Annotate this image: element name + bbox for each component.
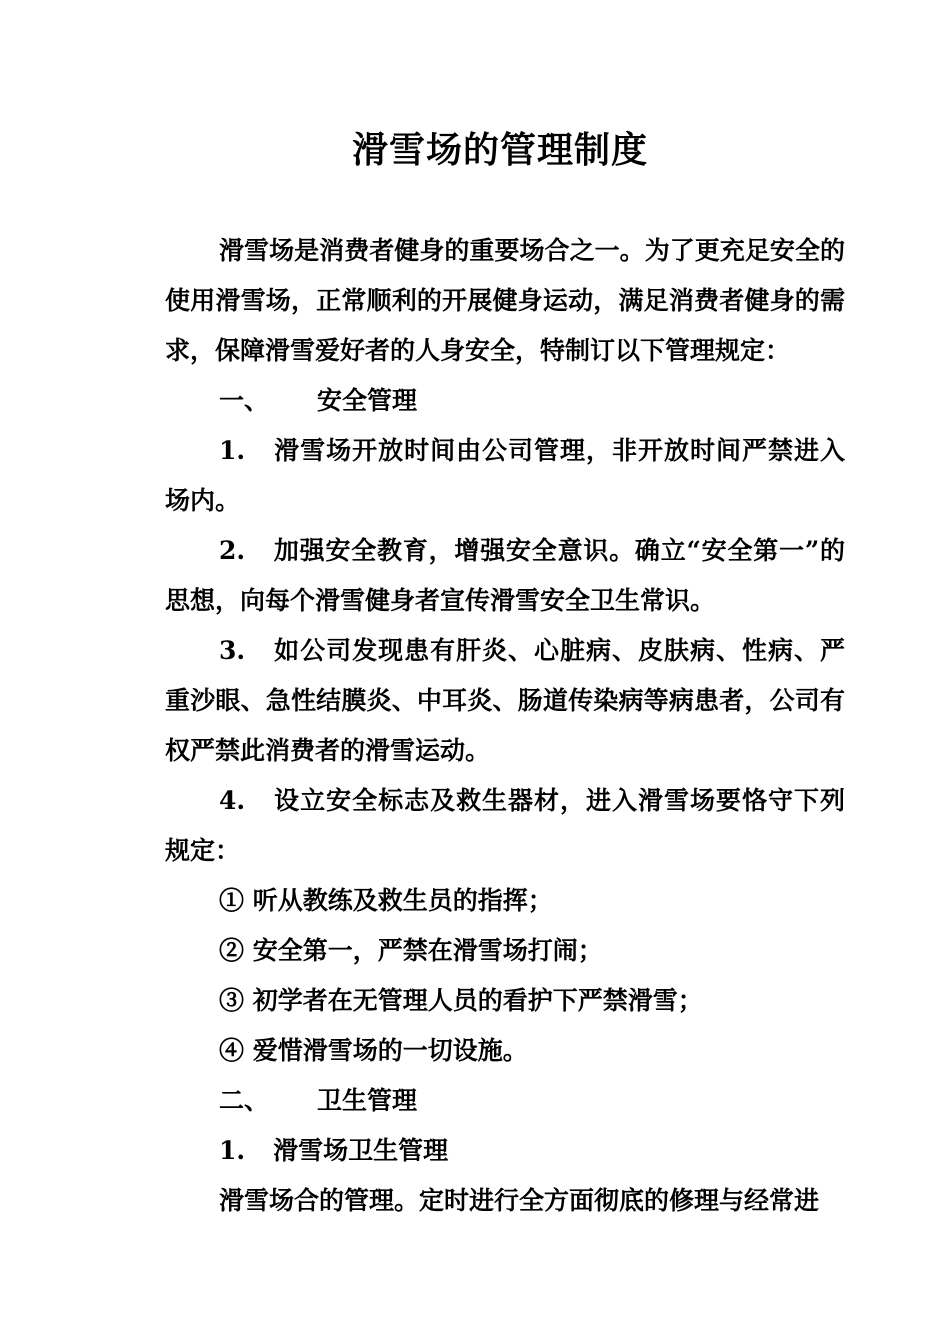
document-body [165,226,845,1226]
rule-item: ① 听从教练及救生员的指挥； [219,886,553,915]
rule-item: ③ 初学者在无管理人员的看护下严禁滑雪； [219,986,703,1015]
item-text: 滑雪场卫生管理 [273,1136,449,1165]
list-item [165,776,845,876]
list-item [165,426,845,526]
section-heading [165,376,845,426]
item-number: 4. [219,786,246,815]
list-item [165,1126,845,1176]
rule-item: ④ 爱惜滑雪场的一切设施。 [219,1036,528,1065]
list-item [165,626,845,776]
item-number: 1. [219,1136,246,1165]
rule-item: ② 安全第一，严禁在滑雪场打闹； [219,936,603,965]
item-number: 2. [219,536,246,565]
document-title: 滑雪场的管理制度 [351,129,648,171]
item-number: 1. [219,436,246,465]
item-text: 加强安全教育，增强安全意识。确立“安全第一”的思想，向每个滑雪健身者宣传滑雪安全卫生常识。 [165,536,845,615]
item-number: 3. [219,636,246,665]
trailing-paragraph: 滑雪场合的管理。定时进行全方面彻底的修理与经常进 [219,1186,820,1215]
section-number: 二、 [219,1086,270,1115]
item-text: 滑雪场开放时间由公司管理，非开放时间严禁进入场内。 [165,436,845,515]
section-heading [165,1076,845,1126]
intro-paragraph: 滑雪场是消费者健身的重要场合之一。为了更充足安全的使用滑雪场，正常顺利的开展健身运动，满足消费者健身的需求，保障滑雪爱好者的人身安全，特制订以下管理规定： [165,236,845,365]
list-item [165,526,845,626]
item-text: 设立安全标志及救生器材，进入滑雪场要恪守下列规定： [165,786,845,865]
section-title: 卫生管理 [317,1086,418,1115]
section-number: 一、 [219,386,270,415]
item-text: 如公司发现患有肝炎、心脏病、皮肤病、性病、严重沙眼、急性结膜炎、中耳炎、肠道传染病等病患者，公司有权严禁此消费者的滑雪运动。 [165,636,845,765]
section-title: 安全管理 [317,386,418,415]
